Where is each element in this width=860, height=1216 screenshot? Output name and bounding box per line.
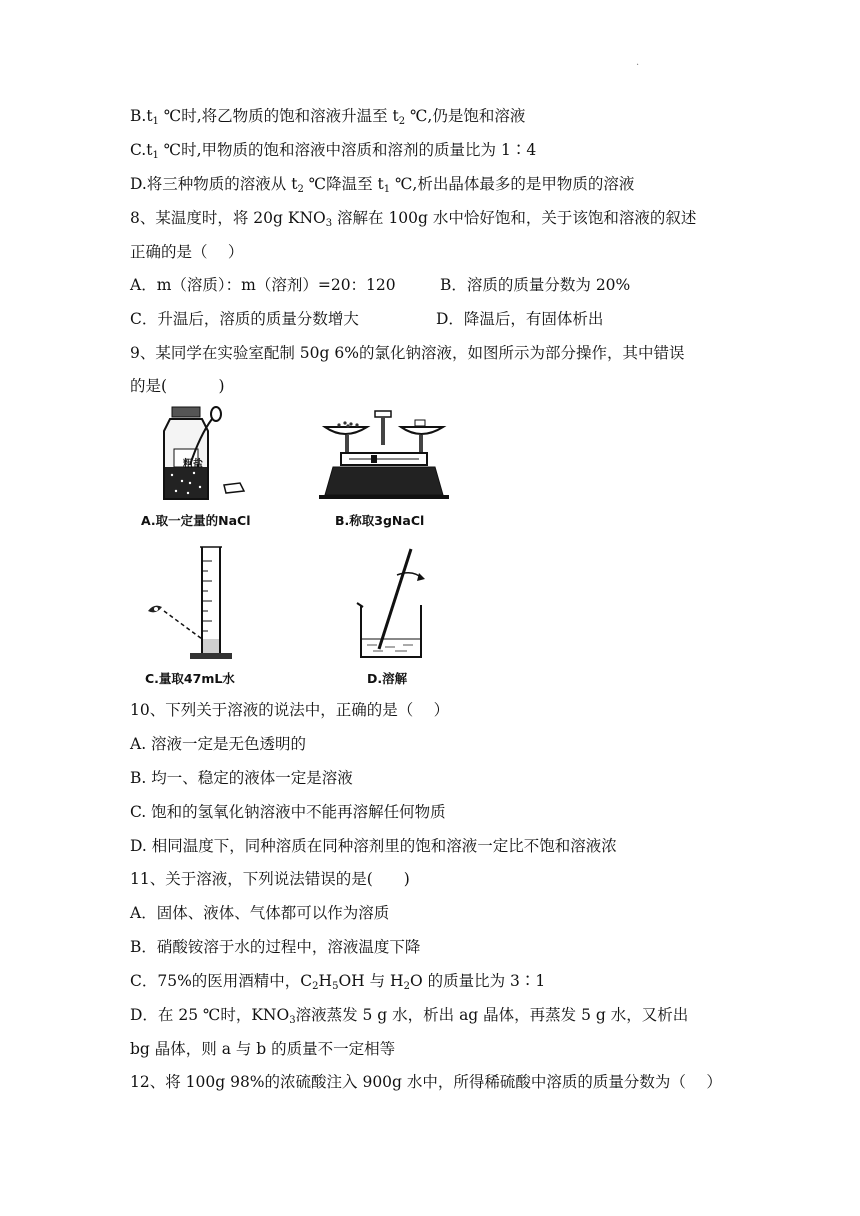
q10-option-d: D. 相同温度下，同种溶质在同种溶剂里的饱和溶液一定比不饱和溶液浓 [130,837,617,855]
q11-option-a: A．固体、液体、气体都可以作为溶质 [130,904,390,922]
q7-option-c: $C.t_1$ ℃时,甲物质的饱和溶液中溶质和溶剂的质量比为 1∶4 [130,141,537,161]
figure-d-beaker-stir [355,545,435,665]
figure-d-caption: D.溶解 [367,671,408,686]
q10-option-c: C. 饱和的氢氧化钠溶液中不能再溶解任何物质 [130,803,446,821]
q8-option-a: A．m（溶质）：m（溶剂）=20：120 [130,276,396,294]
figure-a-jar-label: 粗盐 [183,459,203,470]
q10-option-b: B. 均一、稳定的液体一定是溶液 [130,769,353,787]
q11-option-c: C．75%的医用酒精中，$C_2H_5OH$ 与 $H_2O$ 的质量比为 3∶1 [130,972,546,992]
q11-option-d-line2: bg 晶体，则 a 与 b 的质量不一定相等 [130,1040,396,1058]
q7-option-b: $B.t_1$ ℃时,将乙物质的饱和溶液升温至 $t_2$ ℃,仍是饱和溶液 [130,107,526,127]
q12-stem: 12、将 100g 98%的浓硫酸注入 900g 水中，所得稀硫酸中溶质的质量分数为（ ） [130,1073,722,1091]
q10-stem: 10、下列关于溶液的说法中，正确的是（ ） [130,701,450,719]
figure-a-caption: A.取一定量的NaCl [141,513,251,528]
q8-option-b: B．溶质的质量分数为 20% [440,276,631,294]
figure-b-caption: B.称取3gNaCl [335,513,425,528]
q8-options-row2 [130,308,603,330]
q11-option-b: B．硝酸铵溶于水的过程中，溶液温度下降 [130,938,421,956]
figure-b-balance [315,405,455,505]
figure-c-caption: C.量取47mL水 [145,671,235,686]
q11-option-d-line1: D．在 25 ℃时，$KNO_3$溶液蒸发 5 g 水，析出 ag 晶体，再蒸发 5 g 水，又析出 [130,1006,689,1026]
q8-options-row1 [130,274,630,296]
figure-a-jar-spoon [160,405,260,505]
figure-c-cylinder-eye [140,545,260,665]
q8-option-c: C．升温后，溶质的质量分数增大 [130,310,359,328]
q8-option-d: D．降温后，有固体析出 [436,310,604,328]
q8-stem-line2: 正确的是（ ） [130,243,244,261]
q9-stem-line1: 9、某同学在实验室配制 50g 6%的氯化钠溶液，如图所示为部分操作，其中错误 [130,344,685,362]
q7-option-d: D.将三种物质的溶液从 $t_2$ ℃降温至 $t_1$ ℃,析出晶体最多的是甲物质的溶液 [130,175,635,195]
q10-option-a: A. 溶液一定是无色透明的 [130,735,307,753]
page-dot: · [636,60,640,71]
q8-stem-line1: 8、某温度时，将 20g $KNO_3$ 溶解在 100g 水中恰好饱和，关于该饱和溶液的叙述 [130,209,697,229]
q11-stem: 11、关于溶液，下列说法错误的是( ) [130,870,410,888]
q9-stem-line2: 的是( ) [130,377,225,395]
